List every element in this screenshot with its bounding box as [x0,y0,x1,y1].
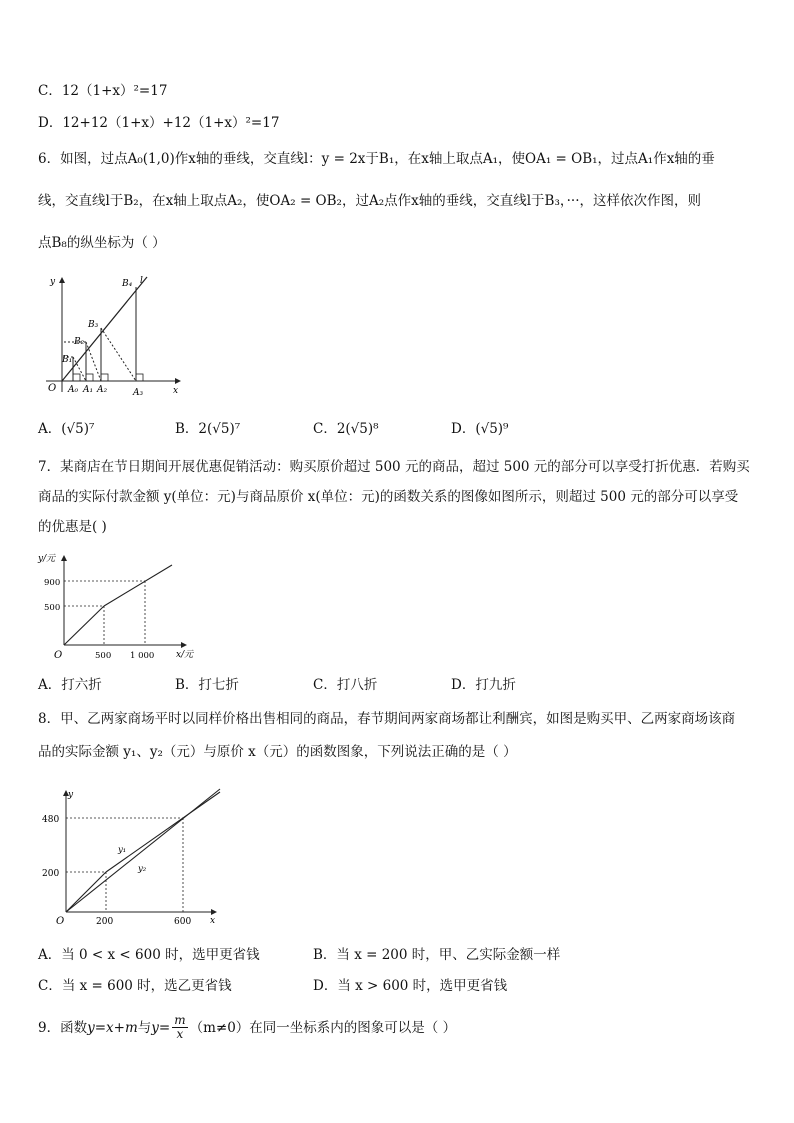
q6-figure [40,272,190,400]
q8-xlabel: x [210,916,216,926]
q6-label-b2: B₂ [74,337,85,347]
q6-stem-line1: 6．如图，过点A₀(1,0)作x轴的垂线，交直线l：y = 2x于B₁，在x轴上取点A₁，使OA₁ = OB₁，过点A₁作x轴的垂 [38,151,715,167]
q8-series-y2 [66,789,220,912]
q7-xtick-1000: 1 000 [130,651,155,661]
q6-option-c: C．2(√5)⁸ [313,421,379,437]
q7-ytick-500: 500 [44,603,61,613]
q8-xtick-200: 200 [96,917,114,927]
q8-series-label-y2: y₂ [138,864,147,874]
q7-stem-line1: 7．某商店在节日期间开展优惠促销活动：购买原价超过 500 元的商品，超过 500 元的部分可以享受打折优惠．若购买 [38,459,750,475]
q7-ylabel: y/元 [38,554,56,564]
q7-option-c: C．打八折 [313,677,378,693]
q8-series-label-y1: y₁ [118,845,127,855]
q8-stem-line1: 8．甲、乙两家商场平时以同样价格出售相同的商品，春节期间两家商场都让利酬宾，如图是购买甲、乙两家商场该商 [38,711,736,727]
q6-label-b1: B₁ [62,355,73,365]
q7-xtick-500: 500 [95,651,112,661]
q7-origin: O [54,650,63,661]
q6-stem-line2: 线，交直线l于B₂，在x轴上取点A₂，使OA₂ = OB₂，过A₂点作x轴的垂线，交直线l于B₃，···，这样依次作图，则 [38,193,701,209]
q6-line-l [62,277,147,381]
q6-label-l: l [140,276,143,286]
q7-stem-line3: 的优惠是( ) [38,519,107,535]
q8-ylabel: y [68,790,74,800]
q7-figure [36,548,206,666]
q6-label-b3: B₃ [88,320,99,330]
q9-fn1: y=x+m [87,1019,138,1036]
q8-figure [38,785,228,929]
q9-fraction-denominator: x [176,1027,184,1041]
q5-option-c: C．12（1+x）²=17 [38,83,168,99]
q7-stem-line2: 商品的实际付款金额 y(单位：元)与商品原价 x(单位：元)的函数关系的图像如图所示，则超过 500 元的部分可以享受 [38,489,739,505]
q9-prefix: 9．函数 [38,1019,88,1036]
q8-ytick-200: 200 [42,869,60,879]
q8-xtick-600: 600 [174,917,192,927]
q5-option-d: D．12+12（1+x）+12（1+x）²=17 [38,115,280,131]
q6-label-y: y [50,277,56,287]
q9-fn2-lhs: y= [151,1019,171,1036]
q9-suffix: （m≠0）在同一坐标系内的图象可以是（ ） [189,1019,457,1036]
q6-label-a2: A₂ [97,385,108,395]
q8-option-b: B．当 x = 200 时，甲、乙实际金额一样 [313,947,561,963]
q6-label-a3: A₃ [133,388,144,398]
q6-label-o: O [48,383,57,394]
q7-option-d: D．打九折 [451,677,516,693]
q6-label-b4: B₄ [122,279,133,289]
q7-graph-segment-2 [104,565,172,606]
q7-ytick-900: 900 [44,578,61,588]
q6-label-a1: A₁ [83,385,94,395]
q9-fraction [172,1014,187,1041]
q8-ytick-480: 480 [42,815,60,825]
q7-option-b: B．打七折 [175,677,239,693]
q6-option-d: D．(√5)⁹ [451,421,509,437]
q6-stem-line3: 点B₈的纵坐标为（ ） [38,235,166,251]
q8-series-y1-part2 [106,792,220,872]
q6-option-b: B．2(√5)⁷ [175,421,241,437]
q9-stem [38,1014,456,1041]
q7-xlabel: x/元 [176,650,194,660]
q6-label-a0: A₀ [68,385,79,395]
q8-origin: O [56,916,65,927]
q8-series-y1 [66,872,106,912]
q8-option-c: C．当 x = 600 时，选乙更省钱 [38,978,232,994]
q8-stem-line2: 品的实际金额 y₁、y₂（元）与原价 x（元）的函数图象，下列说法正确的是（ ） [38,744,517,760]
q6-label-x: x [173,386,179,396]
q7-option-a: A．打六折 [38,677,102,693]
q9-mid: 与 [137,1019,152,1036]
q6-option-a: A．(√5)⁷ [38,421,95,437]
q7-graph-segment-1 [64,606,104,645]
q9-fraction-numerator: m [174,1013,186,1027]
q8-option-d: D．当 x > 600 时，选甲更省钱 [313,978,508,994]
q8-option-a: A．当 0 < x < 600 时，选甲更省钱 [38,947,260,963]
